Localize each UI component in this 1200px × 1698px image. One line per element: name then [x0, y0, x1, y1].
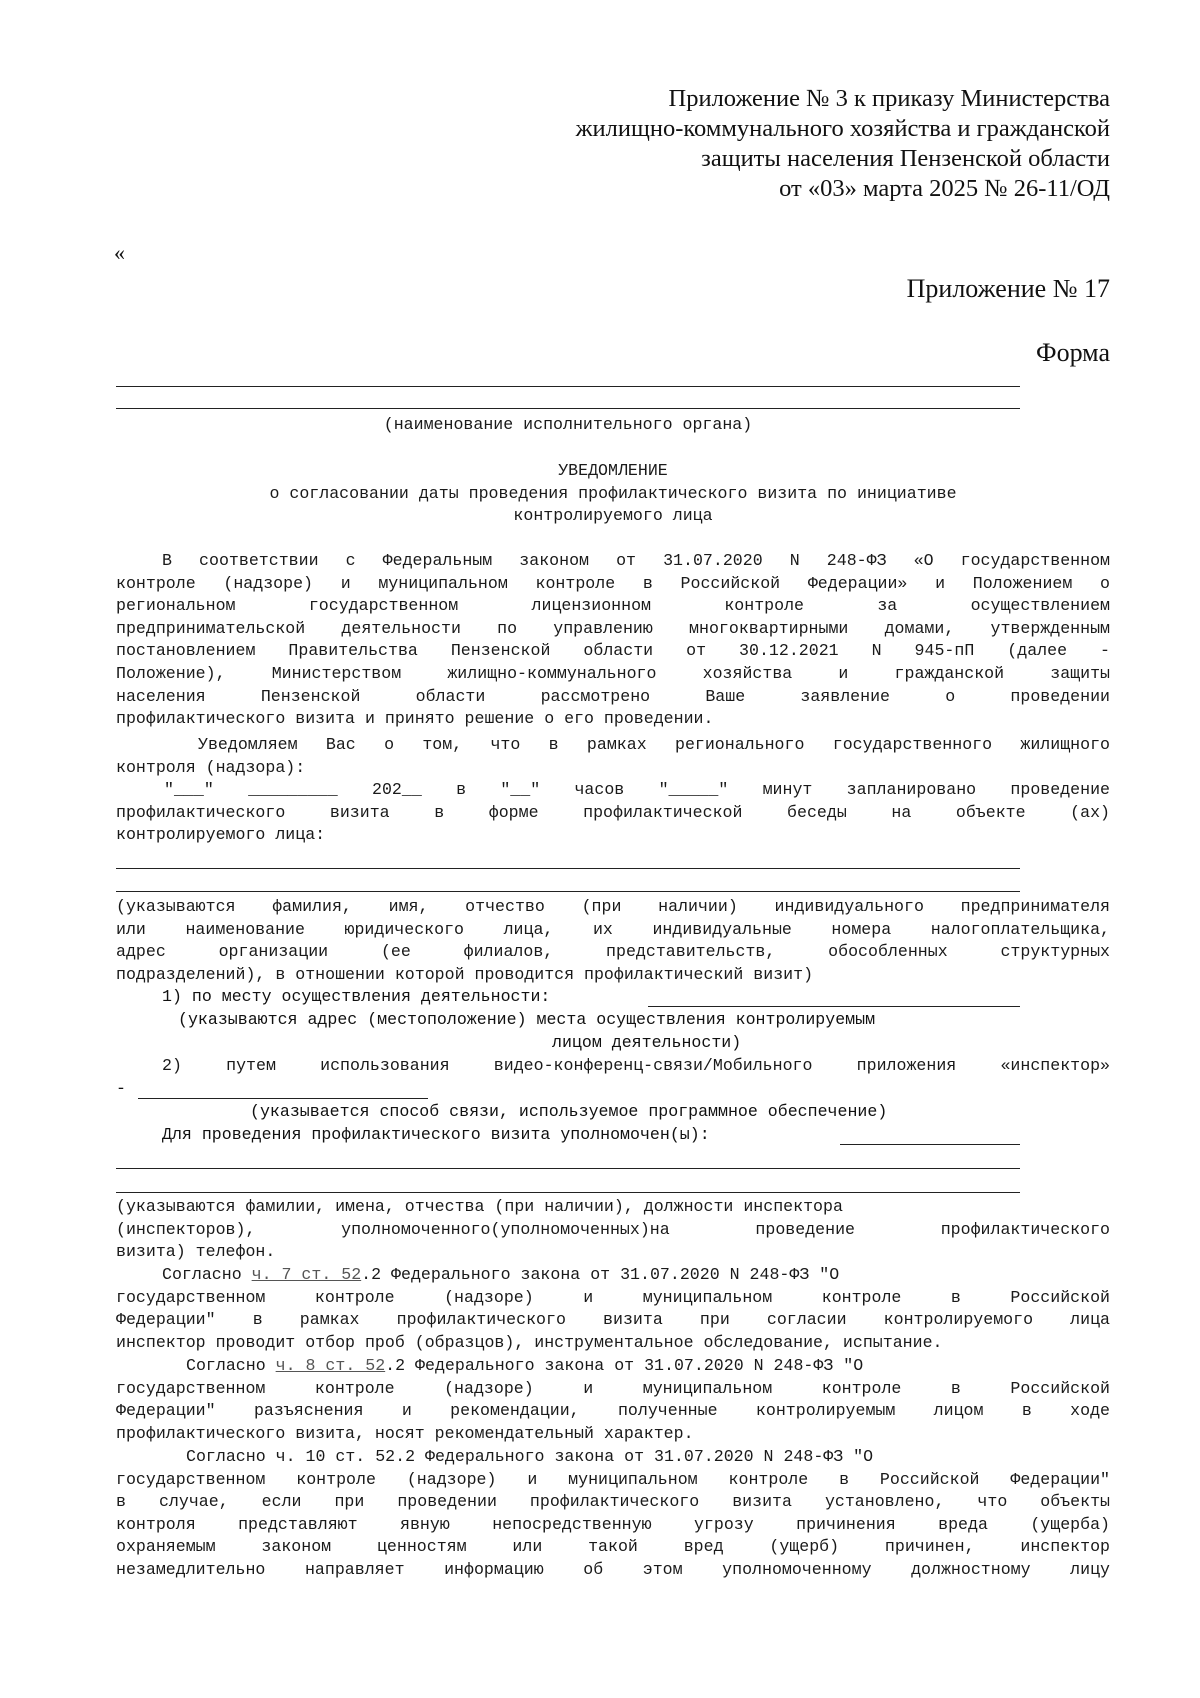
authorized-field: [840, 1144, 1020, 1145]
option-site-caption-1: (указываются адрес (местоположение) места осуществления контролируемым: [178, 1010, 876, 1029]
option-remote-field: [138, 1098, 428, 1099]
paragraph-intro-line: региональном государственном лицензионном контроле за осуществлением: [116, 596, 1110, 616]
article-7-prefix: Согласно: [162, 1265, 252, 1284]
paragraph-intro-line: контроле (надзоре) и муниципальном контроле в Российской Федерации» и Положением о: [116, 573, 1110, 593]
organ-name-line-1: [116, 386, 1020, 387]
paragraph-intro-line: профилактического визита и принято решение о его проведении.: [116, 709, 714, 729]
paragraph-schedule-line: контролируемого лица:: [116, 825, 326, 845]
paragraph-article-8-line: Федерации" разъяснения и рекомендации, полученные контролируемым лицом в ходе: [116, 1401, 1110, 1421]
option-remote-dash: -: [116, 1079, 126, 1098]
authorized-line-1: [116, 1168, 1020, 1169]
paragraph-article-7-first: [116, 1264, 1110, 1287]
subject-caption-line: подразделений), в отношении которой проводится профилактический визит): [116, 964, 814, 984]
paragraph-article-10-line: Согласно ч. 10 ст. 52.2 Федерального закона от 31.07.2020 N 248-ФЗ "О: [186, 1447, 874, 1466]
order-header: [480, 84, 1110, 204]
article-8-rest: .2 Федерального закона от 31.07.2020 N 248-ФЗ "О: [385, 1356, 864, 1375]
form-label: Форма: [1036, 338, 1110, 367]
paragraph-schedule-line: профилактического визита в форме профилактической беседы на объекте (ах): [116, 802, 1110, 822]
article-8-prefix: Согласно: [186, 1356, 276, 1375]
paragraph-article-10: [116, 1446, 1110, 1582]
article-7-rest: .2 Федерального закона от 31.07.2020 N 248-ФЗ "О: [361, 1265, 840, 1284]
paragraph-article-8-line: профилактического визита, носят рекомендательный характер.: [116, 1423, 694, 1443]
subject-caption: [116, 896, 1110, 986]
paragraph-article-7-line: инспектор проводит отбор проб (образцов), инструментальное обследование, испытание.: [116, 1332, 943, 1352]
notice-subtitle-line-1: о согласовании даты проведения профилактического визита по инициативе: [269, 483, 957, 503]
option-site-label: 1) по месту осуществления деятельности:: [162, 987, 551, 1006]
authorized-caption-line: (инспекторов), уполномоченного(уполномоченных)на проведение профилактического: [116, 1219, 1110, 1239]
paragraph-intro-line: Положение), Министерством жилищно-коммунального хозяйства и гражданской защиты: [116, 663, 1110, 683]
paragraph-schedule-line: Уведомляем Вас о том, что в рамках регионального государственного жилищного: [198, 735, 1110, 754]
subject-line-1: [116, 868, 1020, 869]
paragraph-article-10-line: государственном контроле (надзоре) и муниципальном контроле в Российской Федерации": [116, 1469, 1110, 1489]
order-header-line-1: Приложение № 3 к приказу Министерства: [668, 85, 1110, 112]
notice-title: УВЕДОМЛЕНИЕ: [558, 461, 668, 480]
paragraph-schedule-line: контроля (надзора):: [116, 757, 306, 777]
paragraph-intro-line: постановлением Правительства Пензенской области от 30.12.2021 N 945-пП (далее -: [116, 641, 1110, 661]
paragraph-intro-line: предпринимательской деятельности по управлению многоквартирными домами, утвержденным: [116, 618, 1110, 638]
authorized-line-2: [116, 1192, 1020, 1193]
opening-quote: «: [114, 240, 125, 265]
paragraph-article-10-line: незамедлительно направляет информацию об этом уполномоченному должностному лицу: [116, 1559, 1110, 1579]
option-remote: [116, 1055, 1110, 1078]
schedule-date-line: "___" _________ 202__ в "__" часов "_____" минут запланировано проведение: [164, 780, 1110, 800]
option-remote-label: 2) путем использования видео-конференц-связи/Мобильного приложения «инспектор»: [162, 1056, 1110, 1075]
paragraph-article-10-line: в случае, если при проведении профилактического визита установлено, что объекты: [116, 1492, 1110, 1512]
order-header-line-3: защиты населения Пензенской области: [701, 145, 1110, 172]
paragraph-intro-line: населения Пензенской области рассмотрено Ваше заявление о проведении: [116, 686, 1110, 706]
subject-line-2: [116, 891, 1020, 892]
paragraph-article-10-line: контроля представляют явную непосредственную угрозу причинения вреда (ущерба): [116, 1514, 1110, 1534]
paragraph-article-8-line: государственном контроле (надзоре) и муниципальном контроле в Российской: [116, 1378, 1110, 1398]
paragraph-article-7-line: государственном контроле (надзоре) и муниципальном контроле в Российской: [116, 1287, 1110, 1307]
notice-heading: [116, 460, 1110, 528]
authorized-caption-line: (указываются фамилии, имена, отчества (при наличии), должности инспектора: [116, 1197, 843, 1216]
subject-caption-line: адрес организации (ее филиалов, представительств, обособленных структурных: [116, 942, 1110, 962]
paragraph-article-8: [116, 1355, 1110, 1445]
paragraph-article-7: [116, 1264, 1110, 1354]
subject-caption-line: (указываются фамилия, имя, отчество (при наличии) индивидуального предпринимателя: [116, 897, 1110, 916]
notice-subtitle-line-2: контролируемого лица: [513, 506, 713, 526]
option-site-caption-2: лицом деятельности): [552, 1033, 742, 1052]
paragraph-article-10-line: охраняемым законом ценностям или такой вред (ущерб) причинен, инспектор: [116, 1537, 1110, 1557]
order-header-line-2: жилищно-коммунального хозяйства и гражданской: [575, 115, 1110, 142]
paragraph-schedule: [116, 734, 1110, 847]
option-site-field: [648, 1006, 1020, 1007]
article-7-link[interactable]: ч. 7 ст. 52: [251, 1265, 362, 1284]
authorized-caption-line: визита) телефон.: [116, 1242, 276, 1262]
authorized-caption: [116, 1196, 1110, 1264]
paragraph-intro-line: В соответствии с Федеральным законом от 31.07.2020 N 248-ФЗ «О государственном: [162, 551, 1110, 570]
appendix-title: Приложение № 17: [906, 274, 1110, 303]
authorized-label: Для проведения профилактического визита уполномочен(ы):: [162, 1125, 710, 1144]
order-header-line-4: от «03» марта 2025 № 26-11/ОД: [779, 175, 1110, 202]
paragraph-intro: [116, 550, 1110, 731]
article-8-link[interactable]: ч. 8 ст. 52: [275, 1356, 386, 1375]
subject-caption-line: или наименование юридического лица, их индивидуальные номера налогоплательщика,: [116, 919, 1110, 939]
paragraph-article-7-line: Федерации" в рамках профилактического визита при согласии контролируемого лица: [116, 1310, 1110, 1330]
option-remote-caption: (указывается способ связи, используемое программное обеспечение): [250, 1102, 888, 1121]
organ-caption: (наименование исполнительного органа): [383, 415, 753, 434]
organ-name-line-2: [116, 408, 1020, 409]
paragraph-article-8-first: [116, 1355, 1110, 1378]
